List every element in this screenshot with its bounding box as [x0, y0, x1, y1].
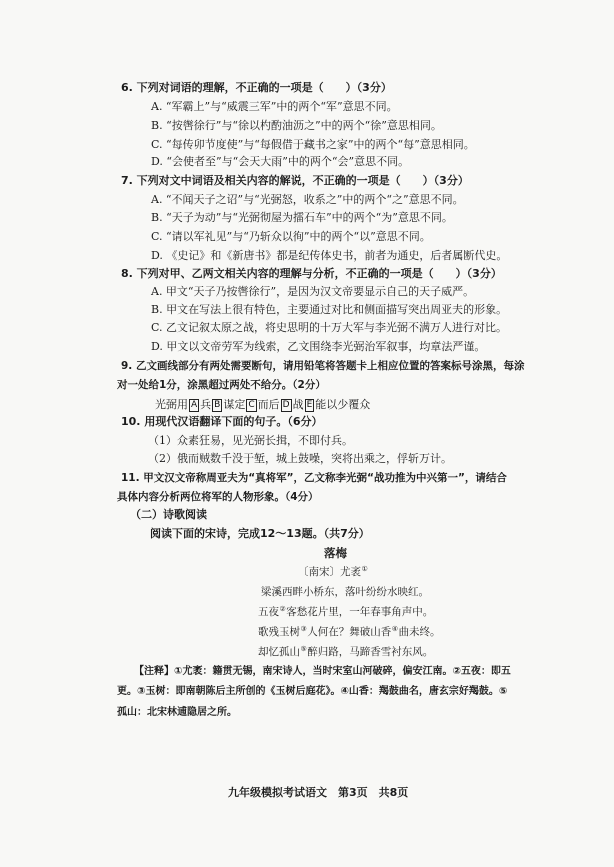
poem-text: 五夜: [258, 606, 279, 618]
break-marker-d: D: [282, 399, 290, 410]
break-marker-c: C: [248, 399, 255, 410]
poem-text: 客愁花片里，一年春事角声中。: [286, 606, 434, 618]
question-7-option-d: D. 《史记》和《新唐书》都是纪传体史书，前者为通史，后者属断代史。: [151, 249, 508, 262]
question-6-option-d: D. “会使者至”与“会天大雨”中的两个“会”意思不同。: [151, 155, 410, 168]
question-8-option-c: C. 乙文记叙太原之战，将史思明的十万大军与李光弼不满万人进行对比。: [151, 321, 508, 334]
notes-line-1: [134, 664, 511, 680]
question-6-option-a: A. “军霸上”与“威震三军”中的两个“军”意思不同。: [151, 100, 398, 113]
notes-line-2: 更。③玉树：即南朝陈后主所创的《玉树后庭花》。④山香：羯鼓曲名，唐玄宗好羯鼓。⑤: [117, 686, 508, 697]
question-7-option-a: A. “不闻天子之诏”与“光弼怒，收系之”中的两个“之”意思不同。: [151, 193, 464, 206]
section-heading: （二）诗歌阅读: [130, 508, 207, 521]
break-marker-e: E: [306, 399, 313, 410]
question-6-stem: 6. 下列对词语的理解，不正确的一项是（ ）（3分）: [121, 81, 392, 94]
question-11-stem: 11. 甲文汉文帝称周亚夫为“真将军”，乙文称李光弼“战功推为中兴第一”，请结合: [121, 472, 507, 484]
question-7-option-b: B. “天子为动”与“光弼彻屋为擂石车”中的两个“为”意思不同。: [151, 211, 453, 224]
break-marker-b: B: [214, 399, 221, 410]
sentence-part: 光弼用: [155, 398, 188, 411]
page-footer: 九年级模拟考试语文 第3页 共8页: [228, 786, 409, 799]
poem-text: 却忆孤山: [258, 646, 300, 658]
sentence-part: 战: [292, 398, 304, 411]
question-8-option-b: B. 甲文在写法上很有特色，主要通过对比和侧面描写突出周亚夫的形象。: [151, 303, 508, 316]
poem-text: 歌残玉树: [258, 626, 300, 638]
sentence-part: 谋定: [223, 398, 246, 411]
footnote-marker: ②: [279, 605, 286, 613]
question-7-stem: 7. 下列对文中词语及相关内容的解说，不正确的一项是（ ）（3分）: [121, 174, 469, 187]
footnote-marker: ⑤: [300, 645, 307, 653]
question-9-stem: 9. 乙文画线部分有两处需要断句，请用铅笔将答题卡上相应位置的答案标号涂黑，每涂: [121, 360, 525, 372]
sentence-part: 能以少覆众: [315, 398, 371, 411]
poem-title: 落梅: [324, 546, 347, 560]
poem-line-2: [258, 604, 433, 621]
notes-text: ①尤袤：籍贯无锡，南宋诗人，当时宋室山河破碎，偏安江南。②五夜：即五: [174, 666, 511, 677]
sentence-part: 而后: [257, 398, 280, 411]
question-8-option-d: D. 甲文以文帝劳军为线索，乙文围绕李光弼治军叙事，均章法严谨。: [151, 340, 486, 353]
poem-text: 曲未终。: [398, 626, 441, 638]
question-8-stem: 8. 下列对甲、乙两文相关内容的理解与分析，不正确的一项是（ ）（3分）: [121, 267, 502, 280]
question-6-option-c: C. “每传卯节度使”与“每假借于藏书之家”中的两个“每”意思相同。: [151, 138, 475, 151]
notes-line-3: 孤山：北宋林逋隐居之所。: [117, 707, 237, 718]
section-instruction: 阅读下面的宋诗，完成12～13题。（共7分）: [150, 527, 370, 540]
question-10-stem: 10. 用现代汉语翻译下面的句子。（6分）: [121, 415, 323, 428]
poem-text: 人何在？舞破山香: [307, 626, 392, 638]
question-8-option-a: A. 甲文“天子乃按辔徐行”，是因为汉文帝要显示自己的天子威严。: [151, 285, 475, 298]
sentence-part: 兵: [200, 398, 212, 411]
question-6-option-b: B. “按辔徐行”与“徐以杓酌油沥之”中的两个“徐”意思相同。: [151, 119, 442, 132]
question-11-stem-continued: 具体内容分析两位将军的人物形象。（4分）: [117, 491, 319, 503]
notes-label: 【注释】: [134, 666, 174, 677]
footnote-marker: ④: [391, 625, 399, 633]
question-7-option-c: C. “请以军礼见”与“乃斩众以徇”中的两个“以”意思不同。: [151, 230, 431, 243]
footnote-marker: ①: [361, 565, 368, 573]
poem-line-3: [258, 624, 441, 641]
break-marker-a: A: [191, 399, 198, 410]
poem-author-name: 〔南宋〕尤袤: [298, 566, 361, 578]
poem-author: [298, 564, 368, 581]
question-10-item-1: （1）众素狂易，见光弼长揖，不即付兵。: [148, 434, 353, 447]
poem-line-4: [258, 644, 433, 661]
question-9-stem-continued: 对一处给1分，涂黑超过两处不给分。（2分）: [117, 379, 326, 391]
question-9-sentence: [155, 397, 370, 413]
poem-text: 醉归路，马蹄香雪衬东风。: [307, 646, 434, 658]
footnote-marker: ③: [300, 625, 307, 633]
poem-line-1: 梁溪西畔小桥东，落叶纷纷水映红。: [261, 586, 429, 598]
question-10-item-2: （2）俄而贼数千没于堑，城上鼓噪，突将出乘之，俘斩万计。: [148, 452, 452, 465]
